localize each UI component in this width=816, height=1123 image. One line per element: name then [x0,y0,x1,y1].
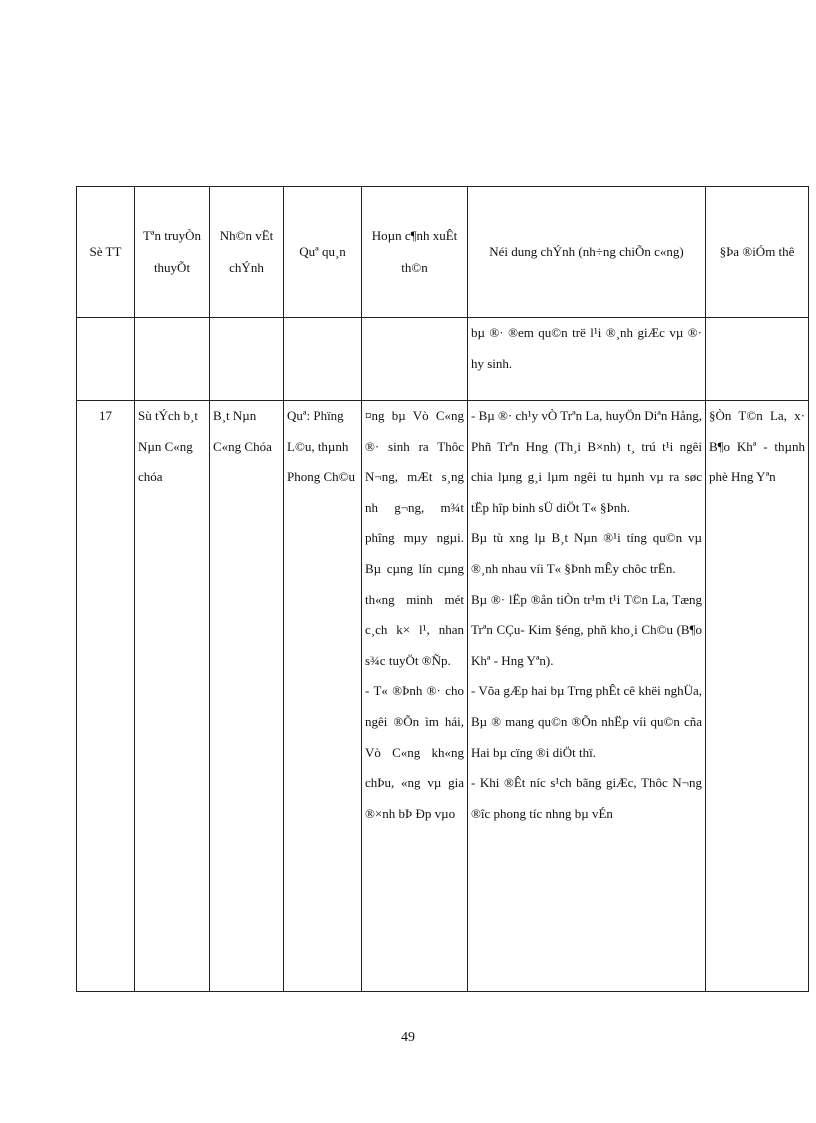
table-row-continued [77,318,809,401]
cell-empty [706,318,809,401]
cell-main-character: B¸t Nµn C«ng Chóa [210,401,284,992]
content-paragraph: - Võa gÆp hai bµ Trng phÊt cê khëi nghÜa, Bµ ® mang qu©n ®Õn nhËp víi qu©n cña Hai bµ cïng ®i diÖt thï. [471,683,702,760]
cell-empty [210,318,284,401]
cell-empty [284,318,362,401]
cell-content-continued: bµ ®· ®em qu©n trë l¹i ®¸nh giÆc vµ ®· hy sinh. [468,318,706,401]
cell-worship-place: §Òn T©n La, x· B¶o Khª - thµnh phè Hng Yªn [706,401,809,992]
header-worship-place: §Þa ®iÓm thê [706,187,809,318]
header-background: Hoµn c¶nh xuÊt th©n [362,187,468,318]
legend-table [76,186,809,992]
table-row [77,401,809,992]
cell-empty [362,318,468,401]
cell-content [468,401,706,992]
cell-legend-name: Sù tÝch b¸t Nµn C«ng chóa [135,401,210,992]
cell-empty [77,318,135,401]
cell-hometown: Quª: Phïng L©u, thµnh Phong Ch©u [284,401,362,992]
content-paragraph: Bµ tù xng lµ B¸t Nµn ®¹i tíng qu©n vµ ®¸nh nhau víi T« §Þnh mÊy chôc trËn. [471,530,702,576]
content-paragraph: Bµ ®· lËp ®ån tiÒn tr¹m t¹i T©n La, Tæng Trªn CÇu- Kim §éng, phñ kho¸i Ch©u (B¶o Khª - Hng Yªn). [471,591,702,668]
background-paragraph: - T« ®Þnh ®· cho ngêi ®Õn ìm hái, Vò C«ng kh«ng chÞu, «ng vµ gia ®×nh bÞ Ðp vµo [365,683,464,821]
header-legend-name: Tªn truyÒn thuyÕt [135,187,210,318]
table-header-row [77,187,809,318]
header-no: Sè TT [77,187,135,318]
content-paragraph: - Bµ ®· ch¹y vÒ Trªn La, huyÖn Diªn Hång, Phñ Trªn Hng (Th¸i B×nh) t¸ trú t¹i ngêi chia lµng g¸i lµm ngêi tu hµnh vµ ra søc tËp hîp binh sÜ diÖt T« §Þnh. [471,408,703,515]
cell-empty [135,318,210,401]
header-content: Néi dung chÝnh (nh÷ng chiÕn c«ng) [468,187,706,318]
page-number: 49 [401,1030,415,1045]
cell-background [362,401,468,992]
background-paragraph: ¤ng bµ Vò C«ng ®· sinh ra Thôc N¬ng, mÆt s¸ng nh g¬ng, m¾t phîng mµy ngµi. Bµ cµng lín cµng th«ng minh mét c¸ch k× l¹, nhan s¾c tuyÖt ®Ñp. [365,408,464,668]
header-hometown: Quª qu¸n [284,187,362,318]
content-paragraph: - Khi ®Êt níc s¹ch bãng giÆc, Thôc N¬ng ®îc phong tíc nhng bµ vÉn [471,775,702,821]
header-main-character: Nh©n vËt chÝnh [210,187,284,318]
cell-no: 17 [77,401,135,992]
